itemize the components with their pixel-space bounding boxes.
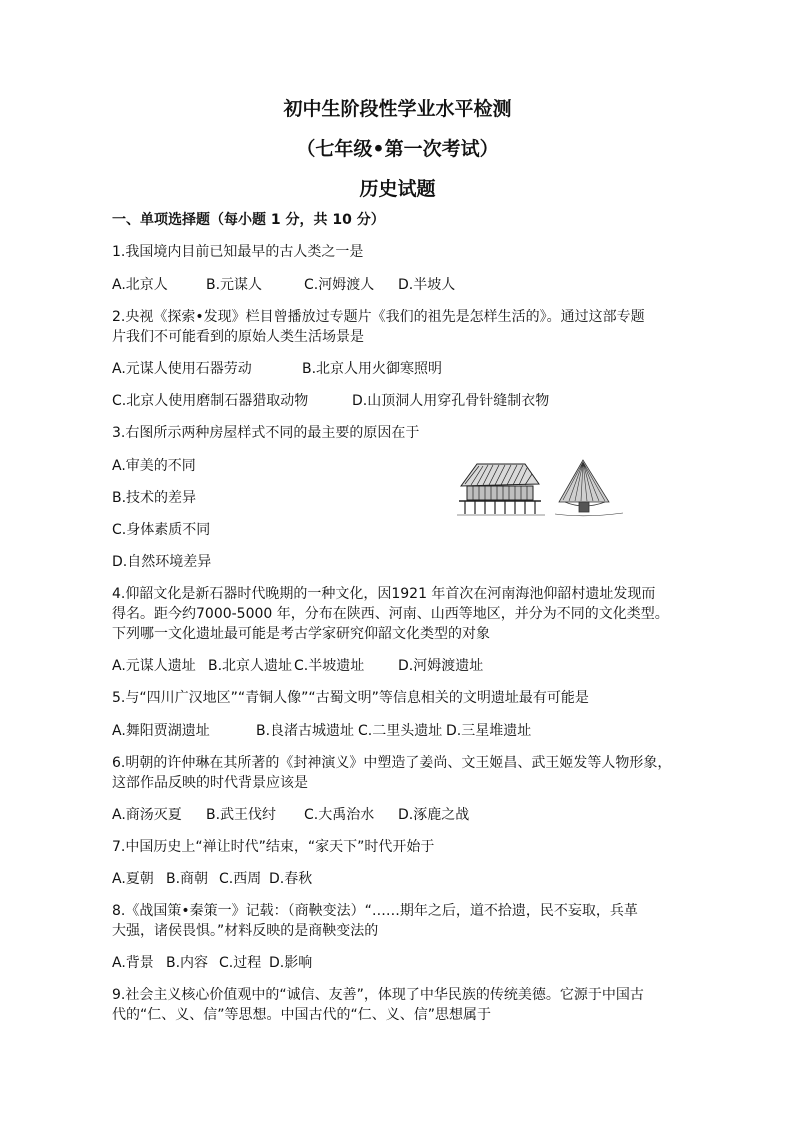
q8-option-b: B.内容 — [166, 955, 209, 971]
q5-option-b: B.良渚古城遗址 — [256, 723, 355, 739]
section-heading: 一、单项选择题（每小题 1 分，共 10 分） — [112, 212, 385, 228]
exam-title: 初中生阶段性学业水平检测 — [283, 98, 512, 120]
q7-option-d: D.春秋 — [269, 871, 313, 887]
question-9-stem-line1: 9.社会主义核心价值观中的“诚信、友善”，体现了中华民族的传统美德。它源于中国古 — [112, 987, 644, 1003]
q1-option-c: C.河姆渡人 — [304, 277, 375, 293]
q7-option-c: C.西周 — [219, 871, 262, 887]
q4-option-a: A.元谋人遗址 — [112, 658, 196, 674]
exam-subtitle: （七年级•第一次考试） — [296, 138, 499, 160]
question-4-stem-line3: 下列哪一文化遗址最可能是考古学家研究仰韶文化类型的对象 — [112, 626, 490, 642]
q2-option-b: B.北京人用火御寒照明 — [302, 361, 443, 377]
q1-option-a: A.北京人 — [112, 277, 168, 293]
question-6-stem-line1: 6.明朝的许仲琳在其所著的《封神演义》中塑造了姜尚、文王姬昌、武王姬发等人物形象， — [112, 755, 672, 771]
q5-option-d: D.三星堆遗址 — [446, 723, 532, 739]
q3-option-a: A.审美的不同 — [112, 458, 196, 474]
question-1-stem: 1.我国境内目前已知最早的古人类之一是 — [112, 244, 364, 260]
question-5-stem: 5.与“四川广汉地区”“青铜人像”“古蜀文明”等信息相关的文明遗址最有可能是 — [112, 690, 589, 706]
q4-option-b: B.北京人遗址 — [208, 658, 293, 674]
q6-option-d: D.涿鹿之战 — [398, 807, 470, 823]
q2-option-a: A.元谋人使用石器劳动 — [112, 361, 252, 377]
question-4-stem-line2: 得名。距今约7000-5000 年，分布在陕西、河南、山西等地区，并分为不同的文化类型。 — [112, 606, 669, 622]
q3-option-d: D.自然环境差异 — [112, 554, 212, 570]
q4-option-c: C.半坡遗址 — [294, 658, 365, 674]
question-8-stem-line1: 8.《战国策•秦策一》记载：（商鞅变法）“……期年之后，道不拾遗，民不妄取，兵革 — [112, 903, 638, 919]
q2-option-c: C.北京人使用磨制石器猎取动物 — [112, 393, 309, 409]
question-4-stem-line1: 4.仰韶文化是新石器时代晚期的一种文化，因1921 年首次在河南海池仰韶村遗址发现而 — [112, 586, 656, 602]
q5-option-c: C.二里头遗址 — [358, 723, 443, 739]
q2-option-d: D.山顶洞人用穿孔骨针缝制衣物 — [352, 393, 550, 409]
q7-option-b: B.商朝 — [166, 871, 209, 887]
q6-option-a: A.商汤灭夏 — [112, 807, 182, 823]
q1-option-b: B.元谋人 — [206, 277, 263, 293]
question-6-stem-line2: 这部作品反映的时代背景应该是 — [112, 775, 308, 791]
q8-option-d: D.影响 — [269, 955, 313, 971]
q6-option-c: C.大禹治水 — [304, 807, 375, 823]
q7-option-a: A.夏朝 — [112, 871, 154, 887]
question-3-stem: 3.右图所示两种房屋样式不同的最主要的原因在于 — [112, 425, 420, 441]
question-9-stem-line2: 代的“仁、义、信”等思想。中国古代的“仁、义、信”思想属于 — [112, 1007, 492, 1023]
q3-option-b: B.技术的差异 — [112, 490, 197, 506]
question-2-stem-line1: 2.央视《探索•发现》栏目曾播放过专题片《我们的祖先是怎样生活的》。通过这部专题 — [112, 309, 645, 325]
question-7-stem: 7.中国历史上“禅让时代”结束，“家天下”时代开始于 — [112, 839, 435, 855]
ancient-houses-illustration — [455, 458, 625, 520]
q3-option-c: C.身体素质不同 — [112, 522, 211, 538]
q8-option-c: C.过程 — [219, 955, 262, 971]
q6-option-b: B.武王伐纣 — [206, 807, 277, 823]
stilt-house-drawing — [457, 464, 545, 515]
question-2-stem-line2: 片我们不可能看到的原始人类生活场景是 — [112, 329, 364, 345]
question-8-stem-line2: 大强，诸侯畏惧。”材料反映的是商鞅变法的 — [112, 923, 379, 939]
q4-option-d: D.河姆渡遗址 — [398, 658, 484, 674]
thatched-hut-drawing — [555, 460, 623, 516]
subject-title: 历史试题 — [359, 178, 436, 200]
q1-option-d: D.半坡人 — [398, 277, 456, 293]
q8-option-a: A.背景 — [112, 955, 154, 971]
q5-option-a: A.舞阳贾湖遗址 — [112, 723, 210, 739]
